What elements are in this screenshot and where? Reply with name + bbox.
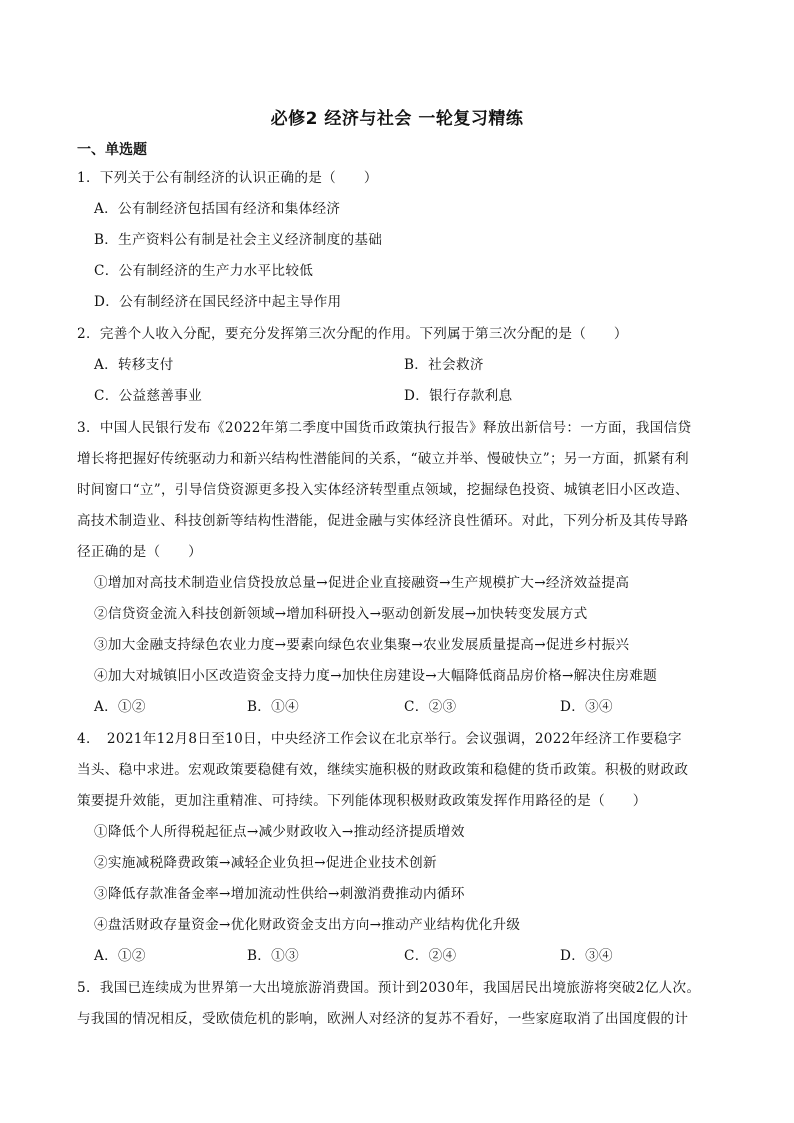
question-4-statement-3: ③降低存款准备金率→增加流动性供给→刺激消费推动内循环 xyxy=(94,886,465,902)
question-4-option-c: C．②④ xyxy=(404,948,457,964)
question-3-option-c: C．②③ xyxy=(404,699,457,715)
question-2-stem: 2．完善个人收入分配，要充分发挥第三次分配的作用。下列属于第三次分配的是（ ） xyxy=(77,326,628,342)
question-3-option-a: A．①② xyxy=(94,699,146,715)
question-3-stem-line: 时间窗口“立”，引导信贷资源更多投入实体经济转型重点领域，挖掘绿色投资、城镇老旧小区改造、 xyxy=(77,482,689,498)
question-1-option-c: C．公有制经济的生产力水平比较低 xyxy=(94,263,314,279)
question-1-stem: 1．下列关于公有制经济的认识正确的是（ ） xyxy=(77,170,378,186)
question-4-stem-line: 当头、稳中求进。宏观政策要稳健有效，继续实施积极的财政政策和稳健的货币政策。积极的财政政 xyxy=(77,762,689,778)
question-3-statement-4: ④加大对城镇旧小区改造资金支持力度→加快住房建设→大幅降低商品房价格→解决住房难题 xyxy=(94,668,658,684)
question-4-option-a: A．①② xyxy=(94,948,146,964)
question-3-statement-3: ③加大金融支持绿色农业力度→要素向绿色农业集聚→农业发展质量提高→促进乡村振兴 xyxy=(94,637,630,653)
question-4-option-b: B．①③ xyxy=(247,948,299,964)
question-4-stem-line: 4． 2021年12月8日至10日，中央经济工作会议在北京举行。会议强调，2022年经济工作要稳字 xyxy=(77,731,682,747)
question-2-option-d: D．银行存款利息 xyxy=(404,388,513,404)
question-4-statement-4: ④盘活财政存量资金→优化财政资金支出方向→推动产业结构优化升级 xyxy=(94,917,521,933)
question-2-option-b: B．社会救济 xyxy=(404,357,484,373)
question-3-statement-1: ①增加对高技术制造业信贷投放总量→促进企业直接融资→生产规模扩大→经济效益提高 xyxy=(94,575,630,591)
question-4-stem-line: 策要提升效能，更加注重精准、可持续。下列能体现积极财政政策发挥作用路径的是（ ） xyxy=(77,793,647,809)
question-1-option-b: B．生产资料公有制是社会主义经济制度的基础 xyxy=(94,232,383,248)
question-3-stem-line: 高技术制造业、科技创新等结构性潜能，促进金融与实体经济良性循环。对此，下列分析及其传导路 xyxy=(77,513,689,529)
question-5-stem-line: 与我国的情况相反，受欧债危机的影响，欧洲人对经济的复苏不看好，一些家庭取消了出国度假的计 xyxy=(77,1011,689,1027)
question-3-stem-line: 3．中国人民银行发布《2022年第二季度中国货币政策执行报告》释放出新信号：一方面，我国信贷 xyxy=(77,420,692,436)
question-4-statement-1: ①降低个人所得税起征点→减少财政收入→推动经济提质增效 xyxy=(94,824,465,840)
question-2-option-c: C．公益慈善事业 xyxy=(94,388,202,404)
question-4-statement-2: ②实施减税降费政策→减轻企业负担→促进企业技术创新 xyxy=(94,855,437,871)
question-1-option-a: A．公有制经济包括国有经济和集体经济 xyxy=(94,201,341,217)
question-3-option-d: D．③④ xyxy=(560,699,613,715)
section-heading: 一、单选题 xyxy=(77,142,147,158)
question-1-option-d: D．公有制经济在国民经济中起主导作用 xyxy=(94,294,342,310)
question-2-option-a: A．转移支付 xyxy=(94,357,174,373)
question-3-stem-line: 径正确的是（ ） xyxy=(77,544,203,560)
question-5-stem-line: 5．我国已连续成为世界第一大出境旅游消费国。预计到2030年，我国居民出境旅游将突破2亿人次。 xyxy=(77,980,701,996)
page-title: 必修2 经济与社会 一轮复习精练 xyxy=(270,109,524,129)
question-4-option-d: D．③④ xyxy=(560,948,613,964)
question-3-stem-line: 增长将把握好传统驱动力和新兴结构性潜能间的关系，“破立并举、慢破快立”；另一方面，抓紧有利 xyxy=(77,451,689,467)
question-3-statement-2: ②信贷资金流入科技创新领域→增加科研投入→驱动创新发展→加快转变发展方式 xyxy=(94,606,588,622)
question-3-option-b: B．①④ xyxy=(247,699,299,715)
